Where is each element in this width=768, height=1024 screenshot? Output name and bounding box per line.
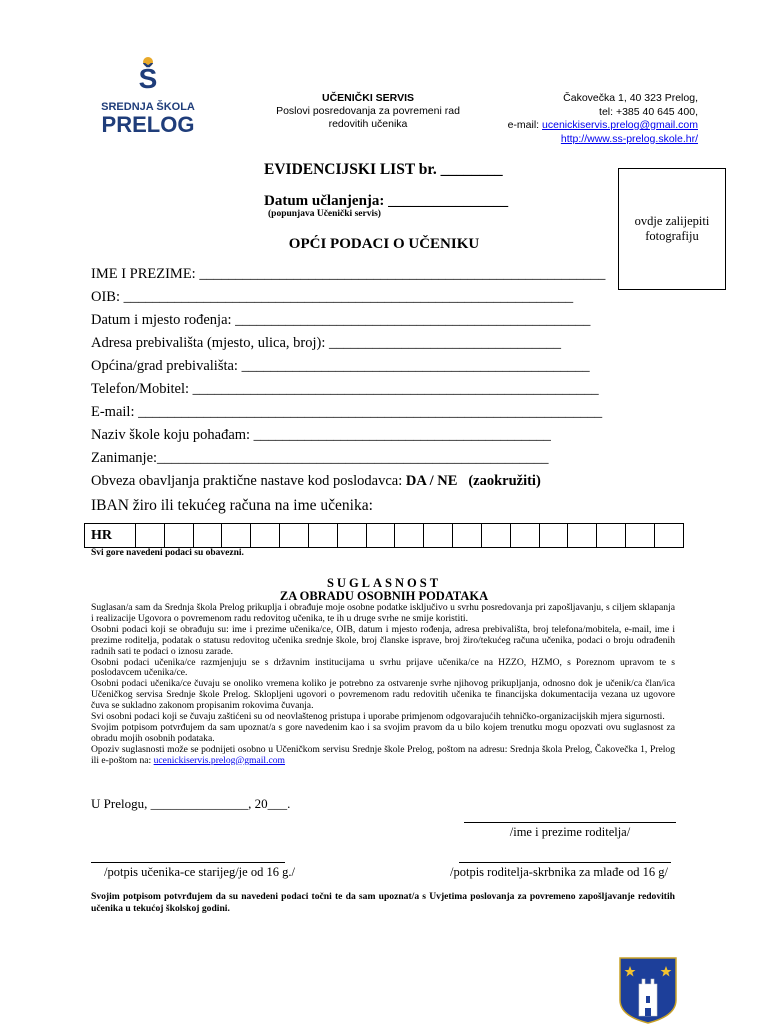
iban-grid[interactable] bbox=[84, 523, 684, 548]
logo-s-glyph: Š bbox=[138, 63, 158, 94]
contact-email-link[interactable]: ucenickiservis.prelog@gmail.com bbox=[542, 119, 698, 131]
student-signature-line[interactable] bbox=[91, 862, 285, 863]
org-line3: redovitih učenika bbox=[328, 118, 408, 130]
iban-cell[interactable] bbox=[481, 524, 510, 548]
iban-cell[interactable] bbox=[366, 524, 395, 548]
field-oib[interactable]: OIB: ______________________________________________________________ bbox=[91, 289, 574, 305]
final-note: Svojim potpisom potvrđujem da su navedeni podaci točni te da sam upoznat/a s Uvjetima poslovanja za povremeno zapošljavanje redovitih učenika u tekućoj školskoj godini. bbox=[91, 891, 675, 914]
join-date: Datum učlanjenja: ________________ bbox=[264, 193, 509, 209]
iban-cell[interactable] bbox=[280, 524, 309, 548]
field-address[interactable]: Adresa prebivališta (mjesto, ulica, broj): ________________________________ bbox=[91, 335, 561, 351]
iban-cell[interactable] bbox=[395, 524, 424, 548]
contact-website-link[interactable]: http://www.ss-prelog.skole.hr/ bbox=[560, 132, 698, 145]
obligation-row bbox=[91, 473, 541, 490]
student-signature-label: /potpis učenika-ce starijeg/je od 16 g./ bbox=[104, 865, 295, 879]
field-school[interactable]: Naziv škole koju pohađam: _________________________________________ bbox=[91, 427, 551, 443]
contact-address: Čakovečka 1, 40 323 Prelog, bbox=[563, 92, 698, 104]
consent-title: SUGLASNOST bbox=[326, 576, 442, 590]
parent-name-label: /ime i prezime roditelja/ bbox=[509, 825, 631, 839]
field-email[interactable]: E-mail: ________________________________________________________________ bbox=[91, 404, 603, 420]
obligation-text: Obveza obavljanja praktične nastave kod poslodavca: bbox=[91, 473, 406, 489]
org-line2: Poslovi posredovanja za povremeni rad bbox=[276, 105, 460, 117]
obligation-note: (zaokružiti) bbox=[468, 473, 541, 489]
consent-paragraph: Svojim potpisom potvrđujem da sam upoznat/a s gore navedenim kao i sa svojim pravom da u bilo kojem trenutku mogu opozvati ovu suglasnost za obradu mojih osobnih podataka. bbox=[91, 721, 675, 744]
join-note: (popunjava Učenički servis) bbox=[268, 209, 381, 219]
consent-paragraph: Osobni podaci koji se obrađuju su: ime i prezime učenika/ce, OIB, datum i mjesto rođenja, adresa prebivališta, broj telefona/mobitela, e-mail, ime i prezime roditelja, podatak o statusu redovitog učenika srednje škole, broj članske isprave, broj žiro/tekućeg računa učenika, podaci o broju odrađenih radnih sati te podaci o iznosu zarade. bbox=[91, 623, 675, 657]
place-date[interactable]: U Prelogu, _______________, 20___. bbox=[91, 796, 291, 811]
iban-cell[interactable] bbox=[453, 524, 482, 548]
contact-email-row bbox=[470, 119, 698, 133]
iban-cell[interactable] bbox=[654, 524, 683, 548]
logo-text-line1: SREDNJA ŠKOLA bbox=[101, 101, 195, 113]
consent-paragraph: Suglasan/a sam da Srednja škola Prelog prikuplja i obrađuje moje osobne podatke isključivo u svrhu posredovanja pri zapošljavanju, s ciljem sklapanja i realizacije Ugovora o povremenom radu redovitog učenika, te ih u druge svrhe ne smije koristiti. bbox=[91, 602, 675, 624]
town-crest-icon bbox=[618, 956, 678, 1024]
iban-cell[interactable] bbox=[251, 524, 280, 548]
school-logo bbox=[98, 52, 198, 140]
guardian-signature-label: /potpis roditelja-skrbnika za mlađe od 16 g/ bbox=[450, 865, 669, 879]
field-municipality[interactable]: Općina/grad prebivališta: ________________________________________________ bbox=[91, 358, 590, 374]
iban-cell[interactable] bbox=[568, 524, 597, 548]
contact-email-label: e-mail: bbox=[507, 119, 543, 131]
field-birth[interactable]: Datum i mjesto rođenja: _________________________________________________ bbox=[91, 312, 591, 328]
field-phone[interactable]: Telefon/Mobitel: ________________________________________________________ bbox=[91, 381, 599, 397]
iban-cell[interactable] bbox=[337, 524, 366, 548]
consent-revoke-email-link[interactable]: ucenickiservis.prelog@gmail.com bbox=[153, 754, 286, 766]
org-block bbox=[250, 92, 486, 131]
consent-paragraph: Osobni podaci učenika/ce razmjenjuju se s državnim institucijama u svrhu prijave učenika/ce na HZZO, HZMO, s Poreznom upravom te s poslodavcem učenika/ce. bbox=[91, 656, 675, 679]
iban-cell[interactable] bbox=[424, 524, 453, 548]
consent-paragraph: Osobni podaci učenika/ce čuvaju se onoliko vremena koliko je potrebno za ostvarenje svrhe njihovog prikupljanja, odnosno dok je učenik/ca član/ica Učeničkog servisa Srednje škole Prelog. Sklopljeni ugovori o povremenom radu redovitih učenika te financijska dokumentacija vezana uz ugovore čuva se sukladno zakonom propisanim rokovima čuvanja. bbox=[91, 678, 675, 712]
contact-block bbox=[470, 92, 698, 146]
parent-name-line[interactable] bbox=[464, 822, 676, 823]
photo-box-line2: fotografiju bbox=[645, 229, 699, 243]
org-title: UČENIČKI SERVIS bbox=[322, 92, 414, 104]
registration-number: EVIDENCIJSKI LIST br. ________ bbox=[264, 161, 503, 178]
iban-cell[interactable] bbox=[539, 524, 568, 548]
contact-website-row bbox=[470, 133, 698, 147]
iban-label: IBAN žiro ili tekućeg računa na ime učenika: bbox=[91, 497, 373, 514]
contact-phone: tel: +385 40 645 400, bbox=[599, 105, 698, 118]
mandatory-note: Svi gore navedeni podaci su obavezni. bbox=[91, 548, 244, 558]
iban-cell[interactable] bbox=[626, 524, 655, 548]
consent-body bbox=[91, 603, 675, 767]
field-name[interactable]: IME I PREZIME: ________________________________________________________ bbox=[91, 266, 606, 282]
iban-cell[interactable] bbox=[597, 524, 626, 548]
iban-cell[interactable] bbox=[164, 524, 193, 548]
iban-cell[interactable] bbox=[193, 524, 222, 548]
consent-revoke-text: Opoziv suglasnosti može se podnijeti osobno u Učeničkom servisu Srednje škole Prelog, poštom na adresu: Srednja škola Prelog, Čakovečka 1, Prelog ili e-poštom na: bbox=[91, 743, 675, 766]
consent-subtitle: ZA OBRADU OSOBNIH PODATAKA bbox=[279, 589, 489, 603]
section-title: OPĆI PODACI O UČENIKU bbox=[288, 236, 480, 252]
iban-cell[interactable] bbox=[510, 524, 539, 548]
photo-box-line1: ovdje zalijepiti bbox=[634, 214, 710, 228]
consent-revoke bbox=[91, 745, 675, 767]
iban-prefix: HR bbox=[85, 524, 136, 548]
consent-paragraph: Svi osobni podaci koji se čuvaju zaštićeni su od neovlaštenog pristupa i uporabe primjenom odgovarajućih tehničko-organizacijskih mjera sigurnosti. bbox=[91, 711, 665, 723]
iban-cell[interactable] bbox=[136, 524, 165, 548]
obligation-choice[interactable]: DA / NE bbox=[405, 473, 458, 489]
field-occupation[interactable]: Zanimanje:______________________________________________________ bbox=[91, 450, 549, 466]
guardian-signature-line[interactable] bbox=[459, 862, 671, 863]
logo-text-line2: PRELOG bbox=[101, 112, 195, 137]
photo-box bbox=[618, 168, 726, 290]
iban-cell[interactable] bbox=[308, 524, 337, 548]
iban-cell[interactable] bbox=[222, 524, 251, 548]
